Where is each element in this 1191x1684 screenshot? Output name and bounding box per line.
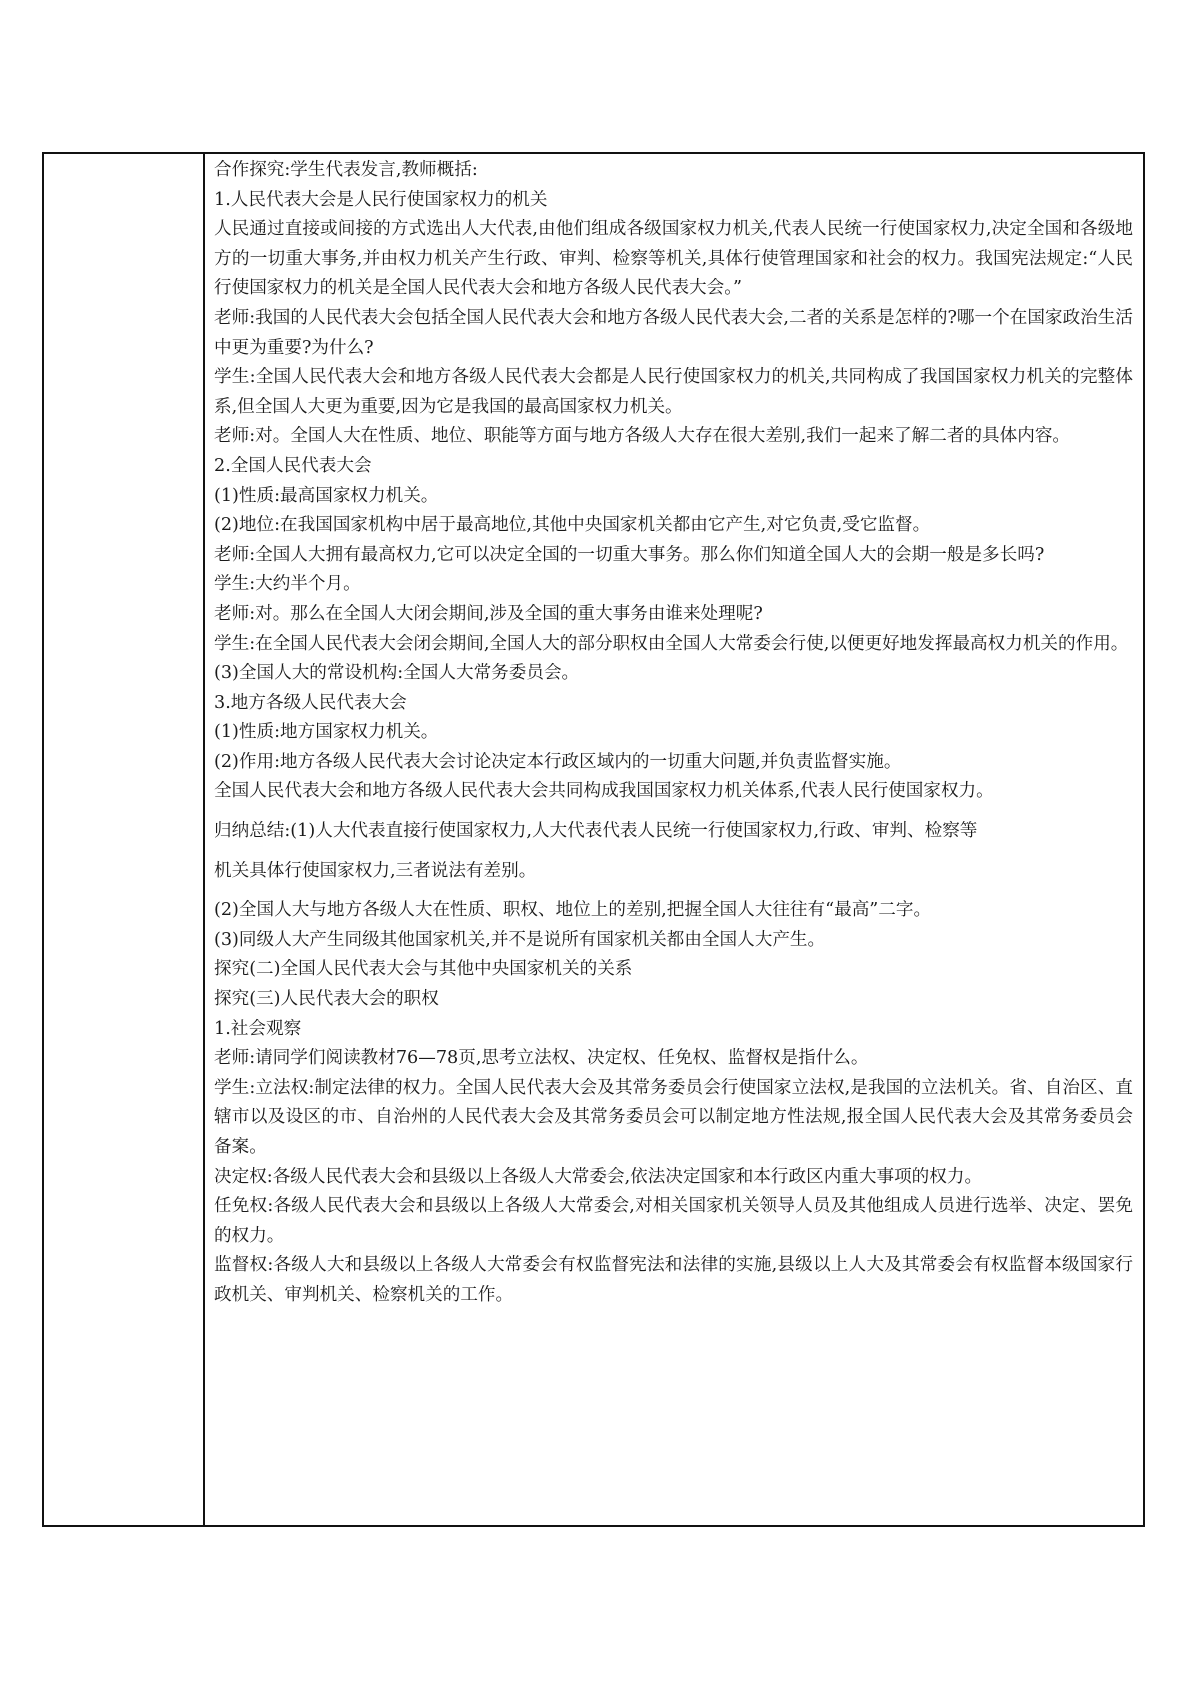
section-heading: 2.全国人民代表大会 bbox=[214, 455, 372, 476]
paragraph: 老师:全国人大拥有最高权力,它可以决定全国的一切重大事务。那么你们知道全国人大的会期一般是多长吗? bbox=[214, 544, 1045, 565]
paragraph: 学生:大约半个月。 bbox=[214, 574, 361, 595]
paragraph: 学生:立法权:制定法律的权力。全国人民代表大会及其常务委员会行使国家立法权,是我国的立法机关。省、自治区、直辖市以及设区的市、自治州的人民代表大会及其常务委员会可以制定地方性法规,报全国人民代表大会及其常务委员会备案。 bbox=[214, 1077, 1133, 1157]
paragraph: (1)性质:地方国家权力机关。 bbox=[214, 722, 439, 743]
paragraph: 合作探究:学生代表发言,教师概括: bbox=[214, 160, 478, 180]
paragraph: 人民通过直接或间接的方式选出人大代表,由他们组成各级国家权力机关,代表人民统一行使国家权力,决定全国和各级地方的一切重大事务,并由权力机关产生行政、审判、检察等机关,具体行使管理国家和社会的权力。我国宪法规定:“人民行使国家权力的机关是全国人民代表大会和地方各级人民代表大会。” bbox=[214, 219, 1133, 299]
section-heading: 1.社会观察 bbox=[214, 1018, 302, 1039]
table-content-column bbox=[205, 154, 1143, 1525]
summary-paragraph: 机关具体行使国家权力,三者说法有差别。 bbox=[214, 860, 537, 881]
paragraph: (2)地位:在我国国家机构中居于最高地位,其他中央国家机关都由它产生,对它负责,受它监督。 bbox=[214, 515, 931, 536]
paragraph: 学生:在全国人民代表大会闭会期间,全国人大的部分职权由全国人大常委会行使,以便更好地发挥最高权力机关的作用。 bbox=[214, 633, 1129, 654]
lesson-table bbox=[42, 152, 1145, 1527]
summary-paragraph: 归纳总结:(1)人大代表直接行使国家权力,人大代表代表人民统一行使国家权力,行政、审判、检察等 bbox=[214, 821, 978, 842]
paragraph: 监督权:各级人大和县级以上各级人大常委会有权监督宪法和法律的实施,县级以上人大及其常委会有权监督本级国家行政机关、审判机关、检察机关的工作。 bbox=[214, 1255, 1133, 1305]
paragraph: 老师:对。全国人大在性质、地位、职能等方面与地方各级人大存在很大差别,我们一起来了解二者的具体内容。 bbox=[214, 426, 1071, 447]
paragraph: (3)同级人大产生同级其他国家机关,并不是说所有国家机关都由全国人大产生。 bbox=[214, 929, 826, 950]
paragraph: (3)全国人大的常设机构:全国人大常务委员会。 bbox=[214, 663, 580, 684]
paragraph: (2)作用:地方各级人民代表大会讨论决定本行政区域内的一切重大问题,并负责监督实施。 bbox=[214, 751, 902, 772]
table-left-column bbox=[44, 154, 205, 1525]
section-heading: 探究(三)人民代表大会的职权 bbox=[214, 989, 439, 1010]
paragraph: 全国人民代表大会和地方各级人民代表大会共同构成我国国家权力机关体系,代表人民行使国家权力。 bbox=[214, 781, 994, 802]
section-heading: 探究(二)全国人民代表大会与其他中央国家机关的关系 bbox=[214, 959, 633, 980]
paragraph: 任免权:各级人民代表大会和县级以上各级人大常委会,对相关国家机关领导人员及其他组成人员进行选举、决定、罢免的权力。 bbox=[214, 1196, 1133, 1246]
section-heading: 3.地方各级人民代表大会 bbox=[214, 692, 407, 713]
paragraph: (2)全国人大与地方各级人大在性质、职权、地位上的差别,把握全国人大往往有“最高”二字。 bbox=[214, 900, 932, 921]
paragraph: 老师:请同学们阅读教材76—78页,思考立法权、决定权、任免权、监督权是指什么。 bbox=[214, 1048, 869, 1069]
paragraph: 学生:全国人民代表大会和地方各级人民代表大会都是人民行使国家权力的机关,共同构成了我国国家权力机关的完整体系,但全国人大更为重要,因为它是我国的最高国家权力机关。 bbox=[214, 367, 1133, 417]
paragraph: 老师:我国的人民代表大会包括全国人民代表大会和地方各级人民代表大会,二者的关系是怎样的?哪一个在国家政治生活中更为重要?为什么? bbox=[214, 307, 1133, 358]
section-heading: 1.人民代表大会是人民行使国家权力的机关 bbox=[214, 189, 548, 210]
paragraph: 老师:对。那么在全国人大闭会期间,涉及全国的重大事务由谁来处理呢? bbox=[214, 603, 763, 624]
paragraph: 决定权:各级人民代表大会和县级以上各级人大常委会,依法决定国家和本行政区内重大事项的权力。 bbox=[214, 1166, 983, 1187]
paragraph: (1)性质:最高国家权力机关。 bbox=[214, 485, 439, 506]
